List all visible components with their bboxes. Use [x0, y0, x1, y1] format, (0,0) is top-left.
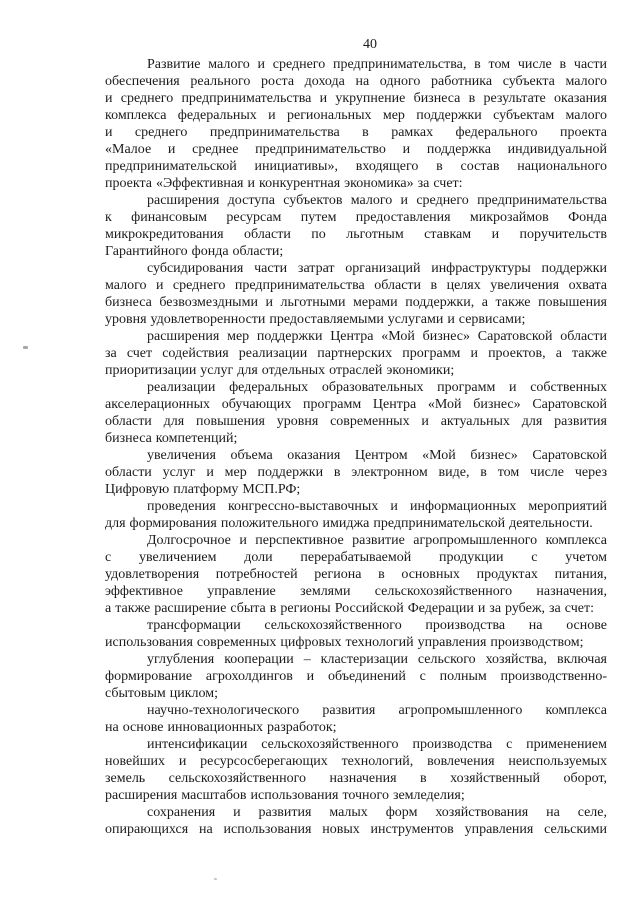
text-line: проведения конгрессно-выставочных и информационных мероприятий: [147, 499, 607, 514]
text-line: и среднего предпринимательства и укрупнение бизнеса в результате оказания: [105, 91, 607, 106]
text-line: реализации федеральных образовательных программ и собственных: [147, 380, 607, 395]
text-line: акселерационных обучающих программ Центра «Мой бизнес» Саратовской: [105, 397, 607, 412]
text-line: комплекса федеральных и региональных мер поддержки субъектам малого: [105, 108, 607, 123]
text-line: за счет содействия реализации партнерских программ и проектов, а также: [105, 346, 607, 361]
text-line: формирование агрохолдингов и объединений с полным производственно-: [105, 669, 607, 684]
text-line: Гарантийного фонда области;: [105, 244, 284, 259]
page-number: 40: [363, 37, 377, 52]
text-line: расширения мер поддержки Центра «Мой бизнес» Саратовской области: [147, 329, 607, 344]
text-line: новейших и ресурсосберегающих технологий, вовлечения неиспользуемых: [105, 754, 607, 769]
text-line: уровня удовлетворенности предоставляемыми услугами и сервисами;: [105, 312, 526, 327]
text-line: увеличения объема оказания Центром «Мой бизнес» Саратовской: [147, 448, 607, 463]
text-line: с увеличением доли перерабатываемой продукции с учетом: [105, 550, 607, 565]
text-line: эффективное управление землями сельскохозяйственного назначения,: [105, 584, 607, 599]
text-line: сохранения и развития малых форм хозяйствования на селе,: [147, 805, 607, 820]
text-line: микрокредитования области по льготным ставкам и поручительств: [105, 227, 607, 242]
text-line: сбытовым циклом;: [105, 686, 218, 701]
text-line: проекта «Эффективная и конкурентная экономика» за счет:: [105, 176, 463, 191]
text-line: области для повышения уровня современных и актуальных для развития: [105, 414, 607, 429]
text-line: Развитие малого и среднего предпринимательства, в том числе в части: [147, 57, 607, 72]
text-line: малого и среднего предпринимательства области в целях увеличения охвата: [105, 278, 607, 293]
text-line: использования современных цифровых технологий управления производством;: [105, 635, 584, 650]
text-line: на основе инновационных разработок;: [105, 720, 337, 735]
text-line: и среднего предпринимательства в рамках федерального проекта: [105, 125, 607, 140]
scan-artifact-smudge: [23, 346, 28, 349]
text-line: углубления кооперации – кластеризации сельского хозяйства, включая: [147, 652, 607, 667]
text-line: обеспечения реального роста дохода на одного работника субъекта малого: [105, 74, 607, 89]
text-line: Цифровую платформу МСП.РФ;: [105, 482, 301, 497]
text-line: а также расширение сбыта в регионы Российской Федерации и за рубеж, за счет:: [105, 601, 594, 616]
text-line: приоритизации услуг для отдельных отраслей экономики;: [105, 363, 455, 378]
text-line: к финансовым ресурсам путем предоставления микрозаймов Фонда: [105, 210, 607, 225]
text-line: удовлетворения потребностей региона в основных продуктах питания,: [105, 567, 607, 582]
scan-artifact-dot: [214, 878, 217, 880]
text-line: области услуг и мер поддержки в электронном виде, в том числе через: [105, 465, 607, 480]
text-line: опирающихся на использования новых инструментов управления сельскими: [105, 822, 607, 837]
text-line: «Малое и среднее предпринимательство и поддержка индивидуальной: [105, 142, 607, 157]
text-line: бизнеса безвозмездными и льготными мерами поддержки, а также повышения: [105, 295, 607, 310]
text-line: для формирования положительного имиджа предпринимательской деятельности.: [105, 516, 593, 531]
text-line: земель сельскохозяйственного назначения в хозяйственный оборот,: [105, 771, 607, 786]
text-line: предпринимательской инициативы», входящего в состав национального: [105, 159, 607, 174]
text-line: научно-технологического развития агропромышленного комплекса: [147, 703, 607, 718]
text-line: трансформации сельскохозяйственного производства на основе: [147, 618, 607, 633]
text-line: расширения масштабов использования точного земледелия;: [105, 788, 465, 803]
text-line: интенсификации сельскохозяйственного производства с применением: [147, 737, 607, 752]
text-line: расширения доступа субъектов малого и среднего предпринимательства: [147, 193, 607, 208]
text-line: бизнеса компетенций;: [105, 431, 238, 446]
document-body: [105, 56, 607, 838]
text-line: субсидирования части затрат организаций инфраструктуры поддержки: [147, 261, 607, 276]
text-line: Долгосрочное и перспективное развитие агропромышленного комплекса: [147, 533, 607, 548]
